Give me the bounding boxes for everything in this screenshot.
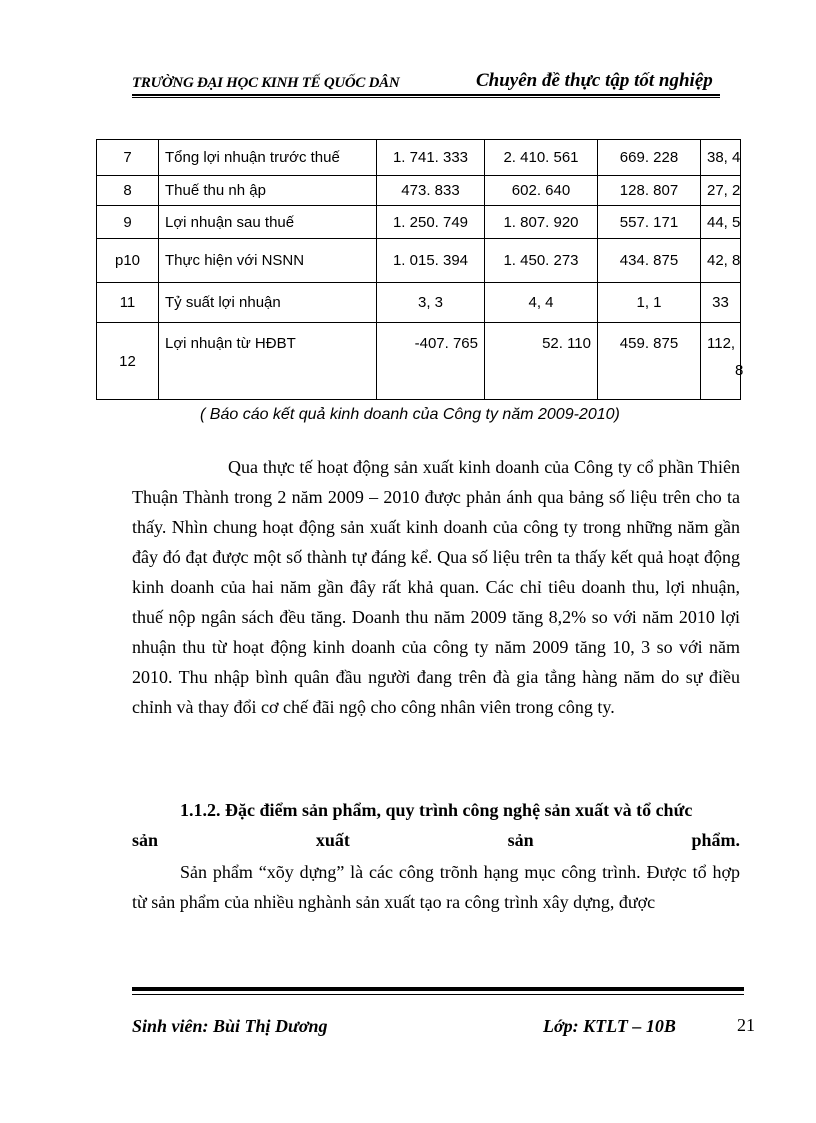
header-document-title: Chuyên đề thực tập tốt nghiệp bbox=[476, 70, 713, 91]
heading-line-2 bbox=[132, 825, 740, 855]
header-divider bbox=[132, 94, 720, 98]
heading-word: sản bbox=[507, 830, 534, 850]
cell-2010 bbox=[485, 176, 598, 206]
cell-indicator-text: Tổng lợi nhuận trước thuế bbox=[165, 149, 340, 166]
cell-indicator bbox=[159, 206, 377, 239]
cell-2009-text: 1. 741. 333 bbox=[392, 149, 469, 166]
cell-percent-text: 112, bbox=[707, 335, 736, 352]
cell-2010 bbox=[485, 239, 598, 283]
cell-indicator-text: Thực hiện với NSNN bbox=[165, 252, 305, 269]
cell-2009 bbox=[377, 140, 485, 176]
cell-percent-text: 27, 2 bbox=[707, 182, 741, 199]
page-number: 21 bbox=[737, 1015, 755, 1035]
cell-stt bbox=[97, 239, 159, 283]
cell-2009-text: 3, 3 bbox=[417, 294, 444, 311]
cell-difference-text: 557. 171 bbox=[619, 213, 679, 231]
cell-2010-text: 52. 110 bbox=[542, 335, 591, 352]
cell-indicator bbox=[159, 176, 377, 206]
cell-percent bbox=[701, 239, 741, 283]
cell-stt-text: 12 bbox=[119, 352, 136, 370]
cell-percent-text: 38, 4 bbox=[707, 149, 741, 166]
cell-2010 bbox=[485, 323, 598, 400]
cell-stt-text: p10 bbox=[114, 252, 141, 269]
cell-stt bbox=[97, 323, 159, 400]
cell-stt-text: 11 bbox=[119, 294, 136, 311]
table-row bbox=[97, 140, 741, 176]
heading-word: sản bbox=[132, 830, 159, 850]
cell-difference-text: 669. 228 bbox=[619, 149, 679, 166]
table-row bbox=[97, 176, 741, 206]
cell-2009 bbox=[377, 206, 485, 239]
cell-2009 bbox=[377, 239, 485, 283]
cell-stt bbox=[97, 283, 159, 323]
cell-2010 bbox=[485, 140, 598, 176]
cell-indicator bbox=[159, 323, 377, 400]
heading-word: xuất bbox=[315, 830, 350, 850]
body-paragraph-2 bbox=[132, 857, 740, 917]
cell-stt bbox=[97, 176, 159, 206]
cell-difference-text: 128. 807 bbox=[619, 182, 679, 199]
cell-difference-text: 1, 1 bbox=[636, 294, 662, 311]
cell-2010-text: 2. 410. 561 bbox=[503, 149, 579, 166]
cell-indicator bbox=[159, 239, 377, 283]
cell-stt-text: 7 bbox=[123, 149, 132, 166]
table-row bbox=[97, 239, 741, 283]
cell-2009 bbox=[377, 176, 485, 206]
footer-divider-thick bbox=[132, 987, 744, 991]
cell-percent-text: 42, 8 bbox=[707, 252, 741, 269]
heading-word: phẩm. bbox=[691, 830, 740, 850]
cell-percent bbox=[701, 140, 741, 176]
cell-difference bbox=[598, 283, 701, 323]
cell-difference bbox=[598, 176, 701, 206]
section-heading bbox=[132, 795, 740, 855]
cell-percent-text-continued: 8 bbox=[735, 362, 744, 379]
cell-difference-text: 459. 875 bbox=[619, 335, 679, 352]
cell-2010-text: 1. 450. 273 bbox=[503, 252, 579, 269]
cell-indicator-text: Lợi nhuận từ HĐBT bbox=[165, 335, 296, 352]
cell-percent bbox=[701, 176, 741, 206]
cell-indicator-text: Tỷ suất lợi nhuận bbox=[165, 294, 281, 311]
cell-2010 bbox=[485, 206, 598, 239]
cell-percent bbox=[701, 283, 741, 323]
cell-stt bbox=[97, 140, 159, 176]
cell-difference-text: 434. 875 bbox=[619, 252, 679, 269]
footer-student-name: Sinh viên: Bùi Thị Dương bbox=[132, 1016, 328, 1036]
heading-line-1: 1.1.2. Đặc điểm sản phẩm, quy trình công nghệ sản xuất và tổ chức bbox=[180, 800, 693, 820]
results-table bbox=[96, 139, 744, 400]
cell-percent-text: 44, 5 bbox=[707, 213, 741, 231]
cell-difference bbox=[598, 140, 701, 176]
cell-indicator-text: Lợi nhuận sau thuế bbox=[165, 213, 295, 231]
cell-2009-text: -407. 765 bbox=[414, 335, 478, 352]
table-row bbox=[97, 283, 741, 323]
cell-2010-text: 4, 4 bbox=[528, 294, 554, 311]
cell-2010-text: 602. 640 bbox=[511, 182, 571, 199]
cell-2009-text: 1. 015. 394 bbox=[392, 252, 469, 269]
cell-stt-text: 9 bbox=[123, 213, 132, 231]
cell-2009 bbox=[377, 283, 485, 323]
table-row bbox=[97, 206, 741, 239]
cell-stt-text: 8 bbox=[123, 182, 132, 199]
cell-difference bbox=[598, 239, 701, 283]
paragraph-text: Qua thực tế hoạt động sản xuất kinh doanh của Công ty cổ phần Thiên Thuận Thành trong 2 năm 2009 – 2010 được phản ánh qua bảng số liệu trên cho ta thấy. Nhìn chung hoạt động sản xuất kinh doanh của công ty trong những năm gần đây đó đạt được một số thành tự đáng kể. Qua số liệu trên ta thấy kết quả hoạt động kinh doanh của hai năm gần đây rất khả quan. Các chỉ tiêu doanh thu, lợi nhuận, thuế nộp ngân sách đều tăng. Doanh thu năm 2009 tăng 8,2% so với năm 2010 lợi nhuận thu từ hoạt động kinh doanh của công ty năm 2009 tăng 10, 3 so với năm 2010. Thu nhập bình quân đầu người đang trên đà gia tẳng hàng năm do sự điều chỉnh và thay đổi cơ chế đãi ngộ cho công nhân viên trong công ty. bbox=[132, 457, 740, 717]
paragraph-text: Sản phẩm “xõy dựng” là các công trõnh hạng mục công trình. Được tổ hợp từ sản phẩm của nhiều nghành sản xuất tạo ra công trình xây dựng, được bbox=[132, 862, 740, 912]
header-university: TRƯỜNG ĐẠI HỌC KINH TẾ QUỐC DÂN bbox=[132, 75, 400, 91]
cell-difference bbox=[598, 206, 701, 239]
cell-indicator bbox=[159, 283, 377, 323]
cell-difference bbox=[598, 323, 701, 400]
cell-indicator bbox=[159, 140, 377, 176]
footer-divider-thin bbox=[132, 994, 744, 995]
cell-2009-text: 473. 833 bbox=[401, 182, 460, 199]
cell-stt bbox=[97, 206, 159, 239]
cell-2009-text: 1. 250. 749 bbox=[392, 213, 469, 231]
footer-class-name: Lớp: KTLT – 10B bbox=[543, 1016, 676, 1036]
cell-2009 bbox=[377, 323, 485, 400]
table-row bbox=[97, 323, 741, 400]
cell-percent-text: 33 bbox=[712, 294, 729, 311]
cell-2010 bbox=[485, 283, 598, 323]
body-paragraph-1 bbox=[132, 452, 740, 722]
table-caption: ( Báo cáo kết quả kinh doanh của Công ty năm 2009-2010) bbox=[200, 406, 620, 423]
cell-2010-text: 1. 807. 920 bbox=[503, 213, 579, 231]
cell-percent bbox=[701, 206, 741, 239]
cell-percent bbox=[701, 323, 744, 400]
cell-indicator-text: Thuế thu nh ập bbox=[165, 182, 266, 199]
